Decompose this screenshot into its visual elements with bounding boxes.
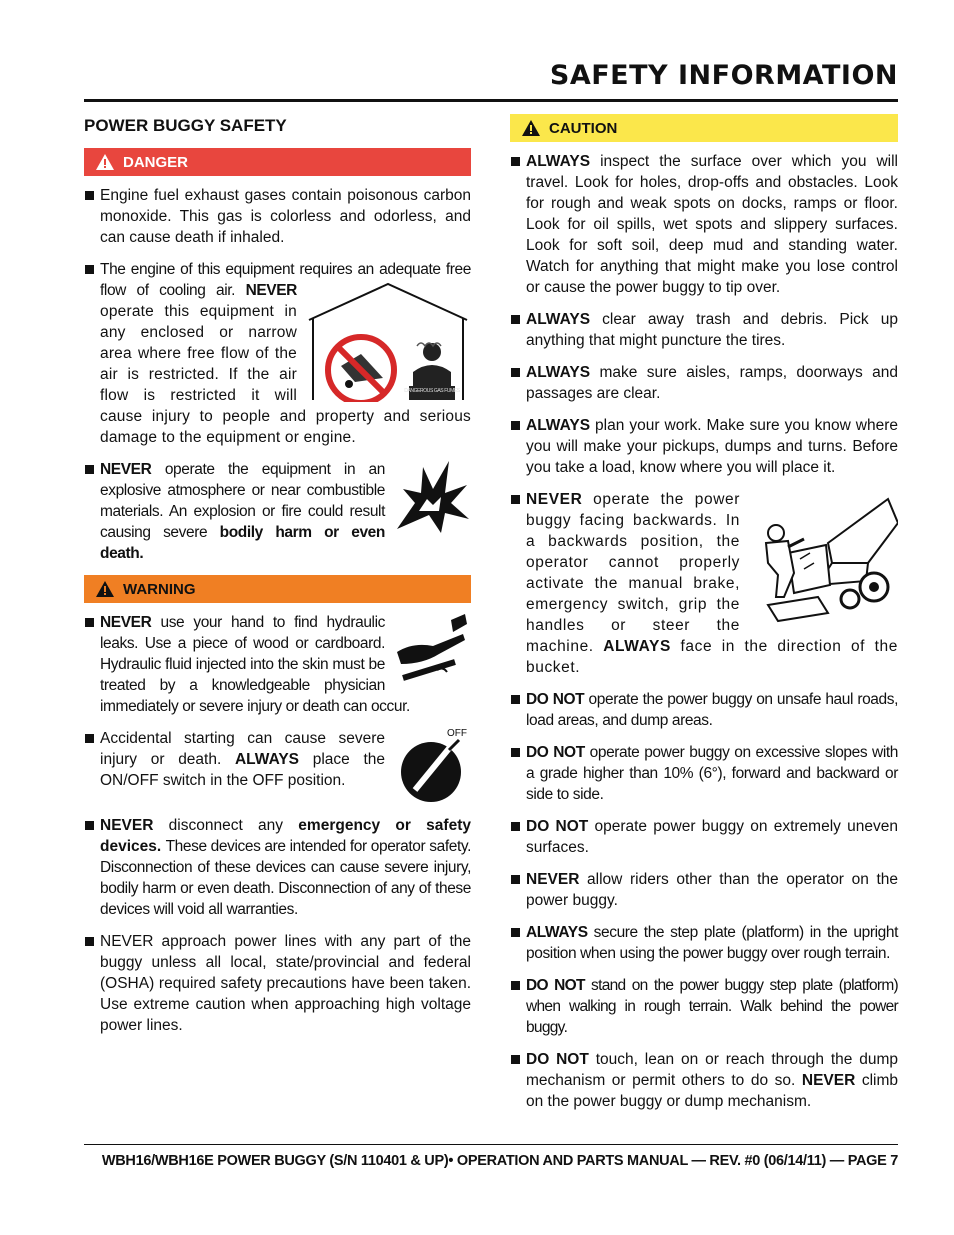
footer-rule bbox=[84, 1144, 898, 1145]
warning-triangle-icon bbox=[96, 581, 114, 597]
warning-banner bbox=[84, 575, 471, 603]
fume-label: DANGEROUS GAS FUMES bbox=[404, 388, 460, 394]
caution-item: ALWAYS plan your work. Make sure you know where you will make your pickups, dumps and turns. Before you take a load, know where you will place it. bbox=[510, 415, 898, 478]
danger-label: DANGER bbox=[123, 153, 189, 171]
caution-banner bbox=[510, 114, 898, 142]
power-buggy-operator-icon bbox=[748, 493, 898, 633]
left-column bbox=[84, 112, 471, 1047]
warning-label: WARNING bbox=[123, 580, 196, 598]
caution-item: ALWAYS secure the step plate (platform) in the upright position when using the power buggy over rough terrain. bbox=[510, 922, 898, 964]
off-label: OFF bbox=[447, 728, 467, 739]
caution-item: ALWAYS clear away trash and debris. Pick up anything that might puncture the tires. bbox=[510, 309, 898, 351]
warning-item-safety-devices: NEVER disconnect any emergency or safety devices. These devices are intended for operator safety. Disconnection of these devices can cause severe injury, bodily harm or even death. Disconnection of any of these devices will void all warranties. bbox=[84, 815, 471, 920]
caution-item: DO NOT touch, lean on or reach through the dump mechanism or permit others to do so. NEVER climb on the power buggy or dump mechanism. bbox=[510, 1049, 898, 1112]
hydraulic-hand-icon bbox=[393, 612, 471, 688]
caution-item: ALWAYS make sure aisles, ramps, doorways and passages are clear. bbox=[510, 362, 898, 404]
right-column bbox=[510, 112, 898, 1123]
explosion-icon bbox=[393, 459, 471, 535]
enclosed-area-no-buggy-icon bbox=[305, 282, 471, 402]
caution-item: DO NOT operate the power buggy on unsafe haul roads, load areas, and dump areas. bbox=[510, 689, 898, 731]
danger-item-airflow: The engine of this equipment requires an adequate free flow of cooling air. NEVER DANGEROUS GAS FUMES operate this equipment in any enclosed or narrow area where free flow of the air is restricted. If the air flow is restricted it will cause injury to people and property and serious damage to the equipment or engine. bbox=[84, 259, 471, 448]
caution-item: NEVER allow riders other than the operator on the power buggy. bbox=[510, 869, 898, 911]
warning-item-hydraulic: NEVER use your hand to find hydraulic leaks. Use a piece of wood or cardboard. Hydraulic fluid injected into the skin must be treated by a knowledgeable physician immediately or severe injury or death can occur. bbox=[84, 612, 471, 717]
caution-label: CAUTION bbox=[549, 119, 618, 137]
warning-triangle-icon bbox=[522, 120, 540, 136]
caution-item: NEVER operate the power buggy facing backwards. In a backwards position, the operator cannot properly activate the manual brake, emergency switch, grip the handles or steer the machine. ALWAYS face in the direction of the bucket. bbox=[510, 489, 898, 678]
page-title: SAFETY INFORMATION bbox=[549, 60, 898, 91]
danger-item-exhaust: Engine fuel exhaust gases contain poisonous carbon monoxide. This gas is colorless and odorless, and can cause death if inhaled. bbox=[84, 185, 471, 248]
title-rule bbox=[84, 99, 898, 102]
warning-item-power-lines: NEVER approach power lines with any part of the buggy unless all local, state/provincial and federal (OSHA) required safety precautions have been taken. Use extreme caution when approaching high voltage power lines. bbox=[84, 931, 471, 1036]
caution-item: DO NOT operate power buggy on excessive slopes with a grade higher than 10% (6°), forward and backward or side to side. bbox=[510, 742, 898, 805]
section-title: POWER BUGGY SAFETY bbox=[84, 116, 287, 135]
caution-item: DO NOT operate power buggy on extremely uneven surfaces. bbox=[510, 816, 898, 858]
warning-triangle-icon bbox=[96, 154, 114, 170]
off-switch-icon bbox=[393, 728, 471, 804]
caution-item: ALWAYS inspect the surface over which you will travel. Look for holes, drop-offs and obstacles. Look for rough and weak spots on docks, ramps or floor. Look for oil spills, wet spots and slippery surfaces. Look for soft soil, deep mud and standing water. Watch for anything that might make you lose control or cause the power buggy to tip over. bbox=[510, 151, 898, 298]
page-footer: WBH16/WBH16E POWER BUGGY (S/N 110401 & UP)• OPERATION AND PARTS MANUAL — REV. #0 (06/14/11) — PAGE 7 bbox=[101, 1153, 898, 1169]
danger-banner bbox=[84, 148, 471, 176]
caution-item: DO NOT stand on the power buggy step plate (platform) when walking in rough terrain. Walk behind the power buggy. bbox=[510, 975, 898, 1038]
warning-item-accidental-start: OFF Accidental starting can cause severe injury or death. ALWAYS place the ON/OFF switch in the OFF position. bbox=[84, 728, 471, 804]
danger-item-explosive: NEVER operate the equipment in an explosive atmosphere or near combustible materials. An explosion or fire could result causing severe bodily harm or even death. bbox=[84, 459, 471, 564]
